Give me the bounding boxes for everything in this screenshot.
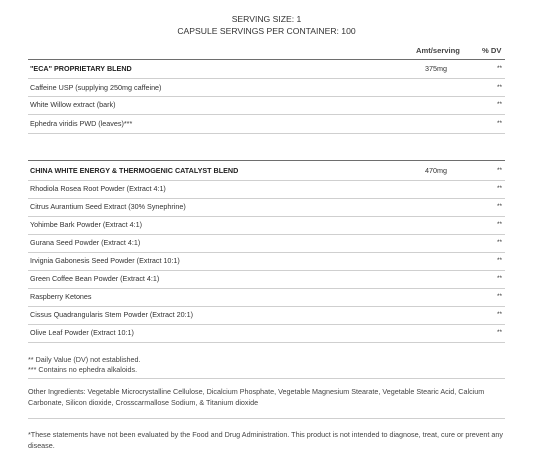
blend1-title: "ECA" PROPRIETARY BLEND bbox=[30, 64, 132, 73]
ingredient-name: Olive Leaf Powder (Extract 10:1) bbox=[30, 328, 134, 337]
row-divider bbox=[28, 234, 505, 235]
row-divider bbox=[28, 216, 505, 217]
blend2-amount: 470mg bbox=[425, 166, 447, 175]
ingredient-dv: ** bbox=[496, 185, 502, 192]
ingredient-name: Gurana Seed Powder (Extract 4:1) bbox=[30, 238, 141, 247]
ingredient-dv: ** bbox=[496, 203, 502, 210]
row-divider bbox=[28, 96, 505, 97]
ingredient-dv: ** bbox=[496, 101, 502, 108]
ingredient-row bbox=[30, 81, 504, 95]
fda-disclaimer: *These statements have not been evaluated by the Food and Drug Administration. This product is not intended to diagnose, treat, cure or prevent any disease. bbox=[28, 430, 503, 450]
row-divider bbox=[28, 324, 505, 325]
ingredient-dv: ** bbox=[496, 239, 502, 246]
ingredient-dv: ** bbox=[496, 329, 502, 336]
ingredient-row bbox=[30, 200, 504, 214]
ingredient-row bbox=[30, 117, 504, 131]
ingredient-name: Cissus Quadrangularis Stem Powder (Extract 20:1) bbox=[30, 310, 193, 319]
ingredient-row bbox=[30, 236, 504, 250]
ingredient-dv: ** bbox=[496, 311, 502, 318]
row-divider bbox=[28, 133, 505, 134]
row-divider bbox=[28, 270, 505, 271]
row-divider bbox=[28, 288, 505, 289]
ingredient-dv: ** bbox=[496, 275, 502, 282]
serving-size: SERVING SIZE: 1 bbox=[231, 14, 302, 24]
ingredient-row bbox=[30, 326, 504, 340]
row-divider bbox=[28, 252, 505, 253]
row-divider bbox=[28, 378, 505, 379]
ingredient-row bbox=[30, 218, 504, 232]
row-divider bbox=[28, 306, 505, 307]
section-divider bbox=[28, 160, 505, 161]
ingredient-row bbox=[30, 98, 504, 112]
ingredient-row bbox=[30, 182, 504, 196]
row-divider bbox=[28, 418, 505, 419]
ingredient-name: Caffeine USP (supplying 250mg caffeine) bbox=[30, 83, 162, 92]
ingredient-dv: ** bbox=[496, 293, 502, 300]
ephedra-footnote: *** Contains no ephedra alkaloids. bbox=[28, 365, 138, 374]
ingredient-dv: ** bbox=[496, 84, 502, 91]
row-divider bbox=[28, 198, 505, 199]
ingredient-name: White Willow extract (bark) bbox=[30, 100, 116, 109]
ingredient-name: Green Coffee Bean Powder (Extract 4:1) bbox=[30, 274, 160, 283]
ingredient-name: Irvignia Gabonesis Seed Powder (Extract 10:1) bbox=[30, 256, 180, 265]
row-divider bbox=[28, 342, 505, 343]
blend1-amount: 375mg bbox=[425, 64, 447, 73]
ingredient-row bbox=[30, 272, 504, 286]
row-divider bbox=[28, 180, 505, 181]
servings-per-container: CAPSULE SERVINGS PER CONTAINER: 100 bbox=[177, 26, 356, 36]
blend2-dv: ** bbox=[496, 167, 502, 174]
dv-column-header: % DV bbox=[482, 46, 502, 55]
row-divider bbox=[28, 114, 505, 115]
other-ingredients: Other Ingredients: Vegetable Microcrystalline Cellulose, Dicalcium Phosphate, Vegetable Magnesium Stearate, Vegetable Stearic Acid, Calcium Carbonate, Silicon dioxide, Crosscarmallose Sodium, & Titanium dioxide bbox=[28, 387, 485, 407]
ingredient-dv: ** bbox=[496, 120, 502, 127]
header-divider bbox=[28, 59, 505, 60]
blend2-title-row bbox=[30, 164, 504, 178]
ingredient-name: Ephedra viridis PWD (leaves)*** bbox=[30, 119, 133, 128]
dv-footnote: ** Daily Value (DV) not established. bbox=[28, 355, 141, 364]
ingredient-name: Rhodiola Rosea Root Powder (Extract 4:1) bbox=[30, 184, 166, 193]
ingredient-name: Citrus Aurantium Seed Extract (30% Synephrine) bbox=[30, 202, 186, 211]
blend2-title: CHINA WHITE ENERGY & THERMOGENIC CATALYST BLEND bbox=[30, 166, 239, 175]
ingredient-name: Yohimbe Bark Powder (Extract 4:1) bbox=[30, 220, 142, 229]
ingredient-dv: ** bbox=[496, 257, 502, 264]
row-divider bbox=[28, 78, 505, 79]
amount-column-header: Amt/serving bbox=[416, 46, 460, 55]
blend1-dv: ** bbox=[496, 65, 502, 72]
ingredient-row bbox=[30, 290, 504, 304]
ingredient-row bbox=[30, 308, 504, 322]
ingredient-row bbox=[30, 254, 504, 268]
ingredient-dv: ** bbox=[496, 221, 502, 228]
blend1-title-row bbox=[30, 62, 504, 76]
ingredient-name: Raspberry Ketones bbox=[30, 292, 92, 301]
